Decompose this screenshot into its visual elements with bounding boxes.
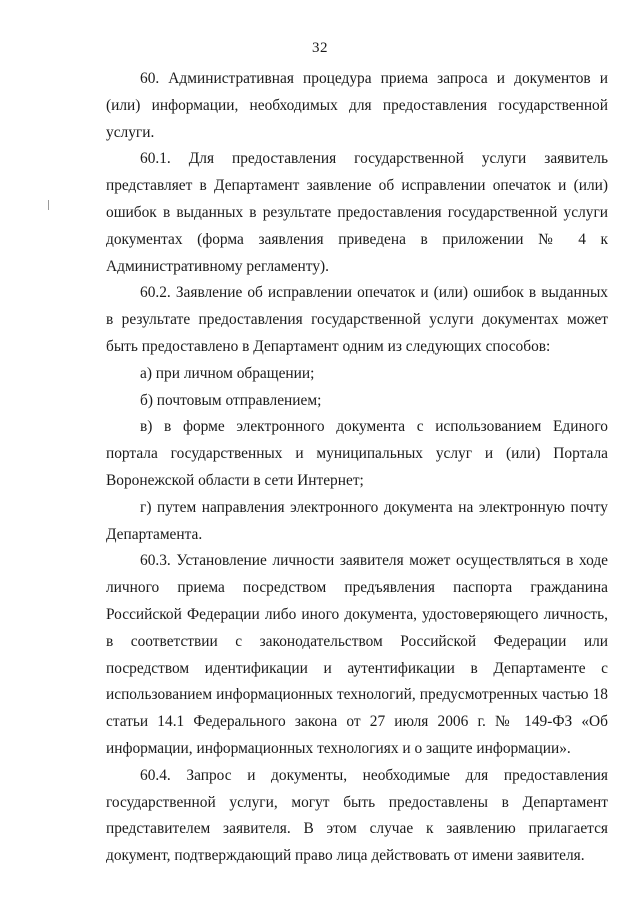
paragraph-60-4: 60.4. Запрос и документы, необходимые для предоставления государственной услуги, могут быть предоставлены в Департамент представителем заявителя. В этом случае к заявлению прилагается документ, подтверждающий право лица действовать от имени заявителя. (106, 766, 608, 865)
document-body (106, 66, 608, 870)
paragraph-60-2: 60.2. Заявление об исправлении опечаток и (или) ошибок в выданных в результате предоставления государственной услуги документах может быть предоставлено в Департамент одним из следующих способов: (106, 284, 608, 355)
paragraph-60-1: 60.1. Для предоставления государственной услуги заявитель представляет в Департамент заявление об исправлении опечаток и (или) ошибок в выданных в результате предоставления государственной услуги документах (форма заявления приведена в приложении № 4 к Административному регламенту). (106, 150, 608, 275)
paragraph-60: 60. Административная процедура приема запроса и документов и (или) информации, необходимых для предоставления государственной услуги. (106, 70, 608, 141)
paragraph-60-3: 60.3. Установление личности заявителя может осуществляться в ходе личного приема посредством предъявления паспорта гражданина Российской Федерации либо иного документа, удостоверяющего личность, в соответствии с законодательством Российской Федерации или посредством идентификации и аутентификации в Департаменте с использованием информационных технологий, предусмотренных частью 18 статьи 14.1 Федерального закона от 27 июля 2006 г. № 149-ФЗ «Об информации, информационных технологиях и о защите информации». (106, 552, 608, 757)
scan-artifact (48, 200, 49, 210)
page-number: 32 (312, 40, 328, 56)
list-item-v: в) в форме электронного документа с использованием Единого портала государственных и муниципальных услуг и (или) Портала Воронежской области в сети Интернет; (106, 418, 608, 489)
list-item-g: г) путем направления электронного документа на электронную почту Департамента. (106, 498, 608, 543)
list-item-a: а) при личном обращении; (140, 364, 315, 382)
list-item-b: б) почтовым отправлением; (140, 391, 322, 409)
